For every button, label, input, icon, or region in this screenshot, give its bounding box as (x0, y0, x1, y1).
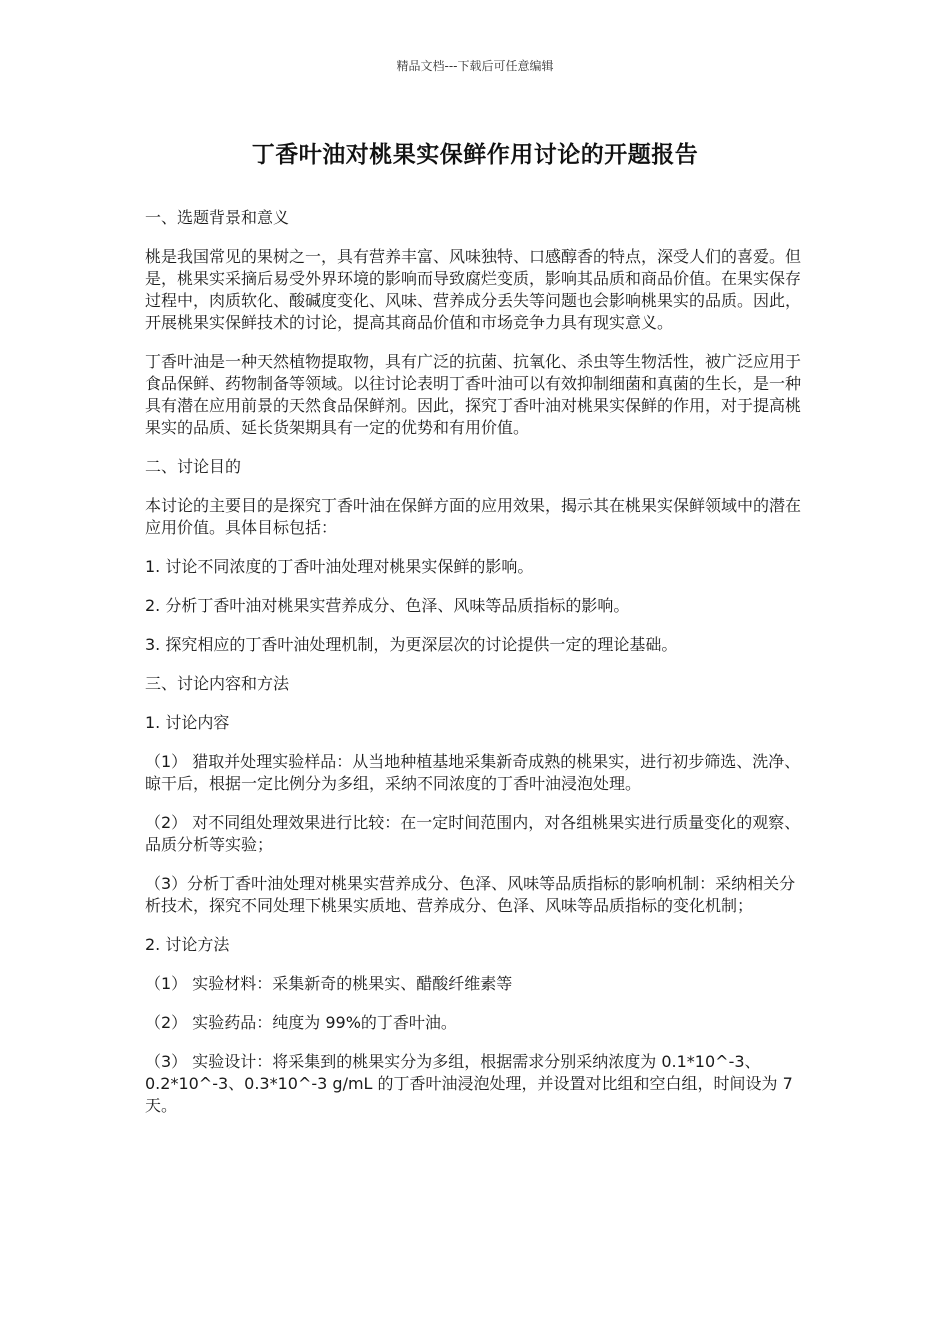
paragraph-clove-oil: 丁香叶油是一种天然植物提取物，具有广泛的抗菌、抗氧化、杀虫等生物活性，被广泛应用于食品保鲜、药物制备等领域。以往讨论表明丁香叶油可以有效抑制细菌和真菌的生长，是一种具有潜在应用前景的天然食品保鲜剂。因此，探究丁香叶油对桃果实保鲜的作用，对于提高桃果实的品质、延长货架期具有一定的优势和有用价值。 (145, 352, 802, 437)
list-item-method-3: （3） 实验设计：将采集到的桃果实分为多组，根据需求分别采纳浓度为 0.1*10^-3、0.2*10^-3、0.3*10^-3 g/mL 的丁香叶油浸泡处理，并设置对比组和空白组，时间设为 7 天。 (145, 1052, 793, 1115)
list-item-content-2: （2） 对不同组处理效果进行比较：在一定时间范围内，对各组桃果实进行质量变化的观察、品质分析等实验； (145, 813, 801, 854)
list-item-content-1: （1） 猎取并处理实验样品：从当地种植基地采集新奇成熟的桃果实，进行初步筛选、洗净、晾干后，根据一定比例分为多组，采纳不同浓度的丁香叶油浸泡处理。 (145, 752, 801, 793)
section-heading-methods: 三、讨论内容和方法 (145, 674, 290, 693)
paragraph-purpose: 本讨论的主要目的是探究丁香叶油在保鲜方面的应用效果，揭示其在桃果实保鲜领域中的潜在应用价值。具体目标包括： (145, 496, 802, 537)
list-item-method-2: （2） 实验药品：纯度为 99%的丁香叶油。 (145, 1013, 457, 1032)
document-title: 丁香叶油对桃果实保鲜作用讨论的开题报告 (251, 142, 699, 168)
document-body (145, 207, 809, 1134)
list-item-goal-1: 1. 讨论不同浓度的丁香叶油处理对桃果实保鲜的影响。 (145, 557, 534, 576)
list-item-method-1: （1） 实验材料：采集新奇的桃果实、醋酸纤维素等 (145, 974, 513, 993)
paragraph-background: 桃是我国常见的果树之一，具有营养丰富、风味独特、口感醇香的特点，深受人们的喜爱。但是，桃果实采摘后易受外界环境的影响而导致腐烂变质，影响其品质和商品价值。在果实保存过程中，肉质软化、酸碱度变化、风味、营养成分丢失等问题也会影响桃果实的品质。因此，开展桃果实保鲜技术的讨论，提高其商品价值和市场竞争力具有现实意义。 (145, 247, 802, 332)
subheading-content: 1. 讨论内容 (145, 713, 230, 732)
page-header: 精品文档---下载后可任意编辑 (396, 59, 554, 73)
section-heading-background: 一、选题背景和意义 (145, 208, 290, 227)
list-item-content-3: （3）分析丁香叶油处理对桃果实营养成分、色泽、风味等品质指标的影响机制：采纳相关分析技术，探究不同处理下桃果实质地、营养成分、色泽、风味等品质指标的变化机制； (145, 874, 796, 915)
section-heading-purpose: 二、讨论目的 (145, 457, 242, 476)
subheading-method: 2. 讨论方法 (145, 935, 230, 954)
list-item-goal-2: 2. 分析丁香叶油对桃果实营养成分、色泽、风味等品质指标的影响。 (145, 596, 630, 615)
list-item-goal-3: 3. 探究相应的丁香叶油处理机制，为更深层次的讨论提供一定的理论基础。 (145, 635, 678, 654)
